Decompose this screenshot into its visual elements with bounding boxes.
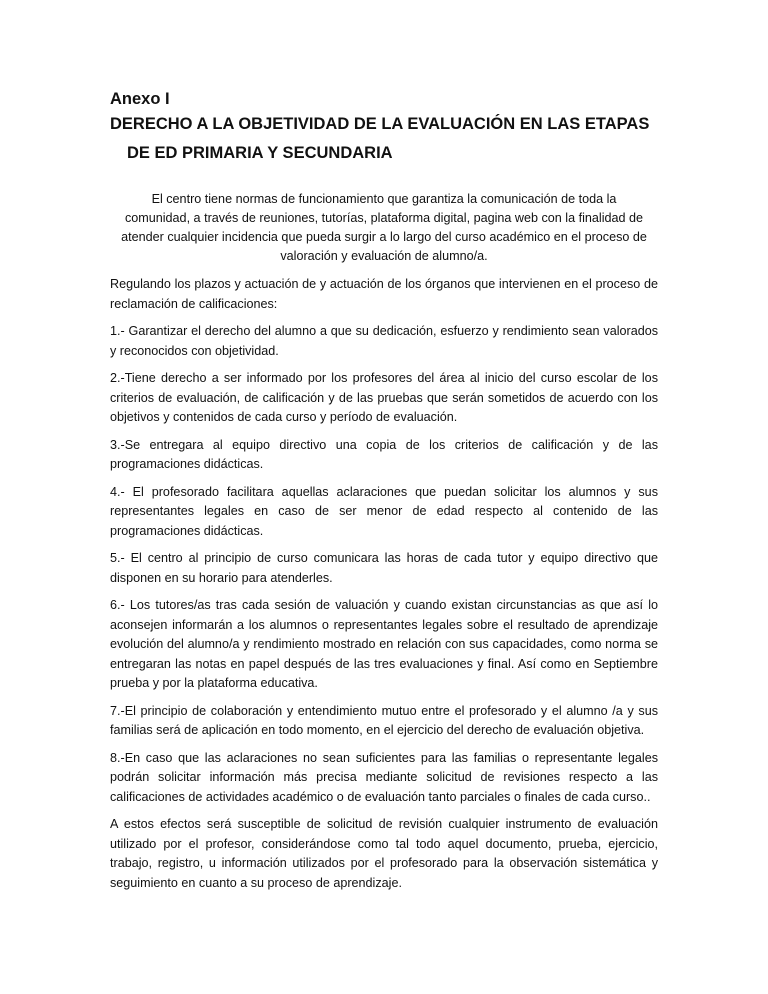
annex-heading: Anexo I	[110, 90, 170, 108]
paragraph-2: 2.-Tiene derecho a ser informado por los profesores del área al inicio del curso escolar de los criterios de evaluación, de calificación y de las pruebas que serán sometidos de acuerdo con los objetivos y contenidos de cada curso y período de evaluación.	[110, 371, 658, 424]
intro-paragraph: El centro tiene normas de funcionamiento que garantiza la comunicación de toda la comunidad, a través de reuniones, tutorías, plataforma digital, pagina web con la finalidad de atender cualquier incidencia que pueda surgir a lo largo del curso académico en el proceso de valoración y evaluación de alumno/a.	[121, 192, 647, 263]
document-title	[110, 110, 658, 168]
paragraph-closing: A estos efectos será susceptible de solicitud de revisión cualquier instrumento de evaluación utilizado por el profesor, considerándose como tal todo aquel documento, prueba, ejercicio, trabajo, registro, u información utilizados por el profesorado para la observación sistemática y seguimiento en cuanto a su proceso de aprendizaje.	[110, 817, 658, 890]
paragraph-regulando: Regulando los plazos y actuación de y actuación de los órganos que intervienen en el proceso de reclamación de calificaciones:	[110, 277, 658, 311]
paragraph-6: 6.- Los tutores/as tras cada sesión de valuación y cuando existan circunstancias as que así lo aconsejen informarán a los alumnos o representantes legales sobre el resultado de aprendizaje evolución del alumno/a y rendimiento mostrado en relación con sus capacidades, como norma se entregaran las notas en papel después de las tres evaluaciones y final. Así como en Septiembre prueba y por la plataforma educativa.	[110, 598, 658, 690]
paragraph-1: 1.- Garantizar el derecho del alumno a que su dedicación, esfuerzo y rendimiento sean valorados y reconocidos con objetividad.	[110, 324, 658, 358]
paragraph-7: 7.-El principio de colaboración y entendimiento mutuo entre el profesorado y el alumno /a y sus familias será de aplicación en todo momento, en el ejercicio del derecho de evaluación objetiva.	[110, 703, 658, 737]
title-line-1: DERECHO A LA OBJETIVIDAD DE LA EVALUACIÓN EN LAS ETAPAS	[110, 115, 650, 133]
paragraph-5: 5.- El centro al principio de curso comunicara las horas de cada tutor y equipo directivo que disponen en su horario para atenderles.	[110, 551, 658, 585]
paragraph-4: 4.- El profesorado facilitara aquellas aclaraciones que puedan solicitar los alumnos y sus representantes legales en caso de ser menor de edad respecto al contenido de las programaciones didácticas.	[110, 484, 658, 538]
document-page	[110, 88, 658, 901]
paragraph-8: 8.-En caso que las aclaraciones no sean suficientes para las familias o representante legales podrán solicitar información más precisa mediante solicitud de revisiones respecto a las calificaciones de actividades académico o de evaluación tanto parciales o finales de cada curso..	[110, 750, 658, 804]
title-line-2: DE ED PRIMARIA Y SECUNDARIA	[127, 144, 393, 162]
paragraph-3: 3.-Se entregara al equipo directivo una copia de los criterios de calificación y de las programaciones didácticas.	[110, 437, 658, 471]
